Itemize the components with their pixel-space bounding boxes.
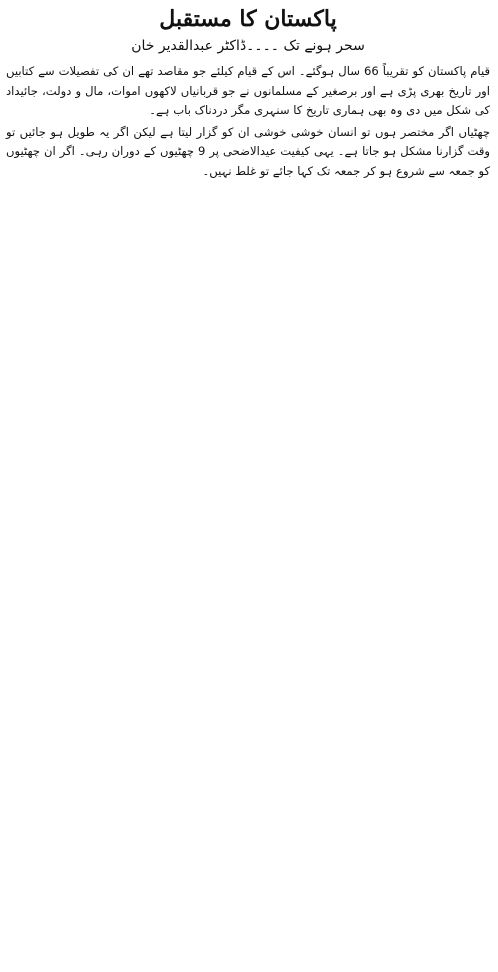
article-paragraph: قیام پاکستان کو تقریباً 66 سال ہوگئے۔ اس کے قیام کیلئے جو مقاصد تھے ان کی تفصیلات سے کتابیں اور تاریخ بھری پڑی ہے اور برصغیر کے مسلمانوں نے جو قربانیاں لاکھوں اموات، مال و دولت، جائیداد کی شکل میں دی وہ بھی ہماری تاریخ کا سنہری مگر دردناک باب ہے۔ xyxy=(6,64,490,118)
article-paragraph: چھٹیاں اگر مختصر ہوں تو انسان خوشی خوشی ان کو گزار لیتا ہے لیکن اگر یہ طویل ہو جائیں تو وقت گزارنا مشکل ہو جاتا ہے۔ یہی کیفیت عیدالاضحی پر 9 چھٹیوں کے دوران رہی۔ اگر ان چھٹیوں کو جمعہ سے شروع ہو کر جمعہ تک کہا جائے تو غلط نہیں۔ xyxy=(6,124,490,178)
article-body xyxy=(6,62,490,182)
article-title: پاکستان کا مستقبل xyxy=(159,6,337,32)
article-byline: سحر ہونے تک ۔۔۔۔ڈاکٹر عبدالقدیر خان xyxy=(131,38,365,54)
